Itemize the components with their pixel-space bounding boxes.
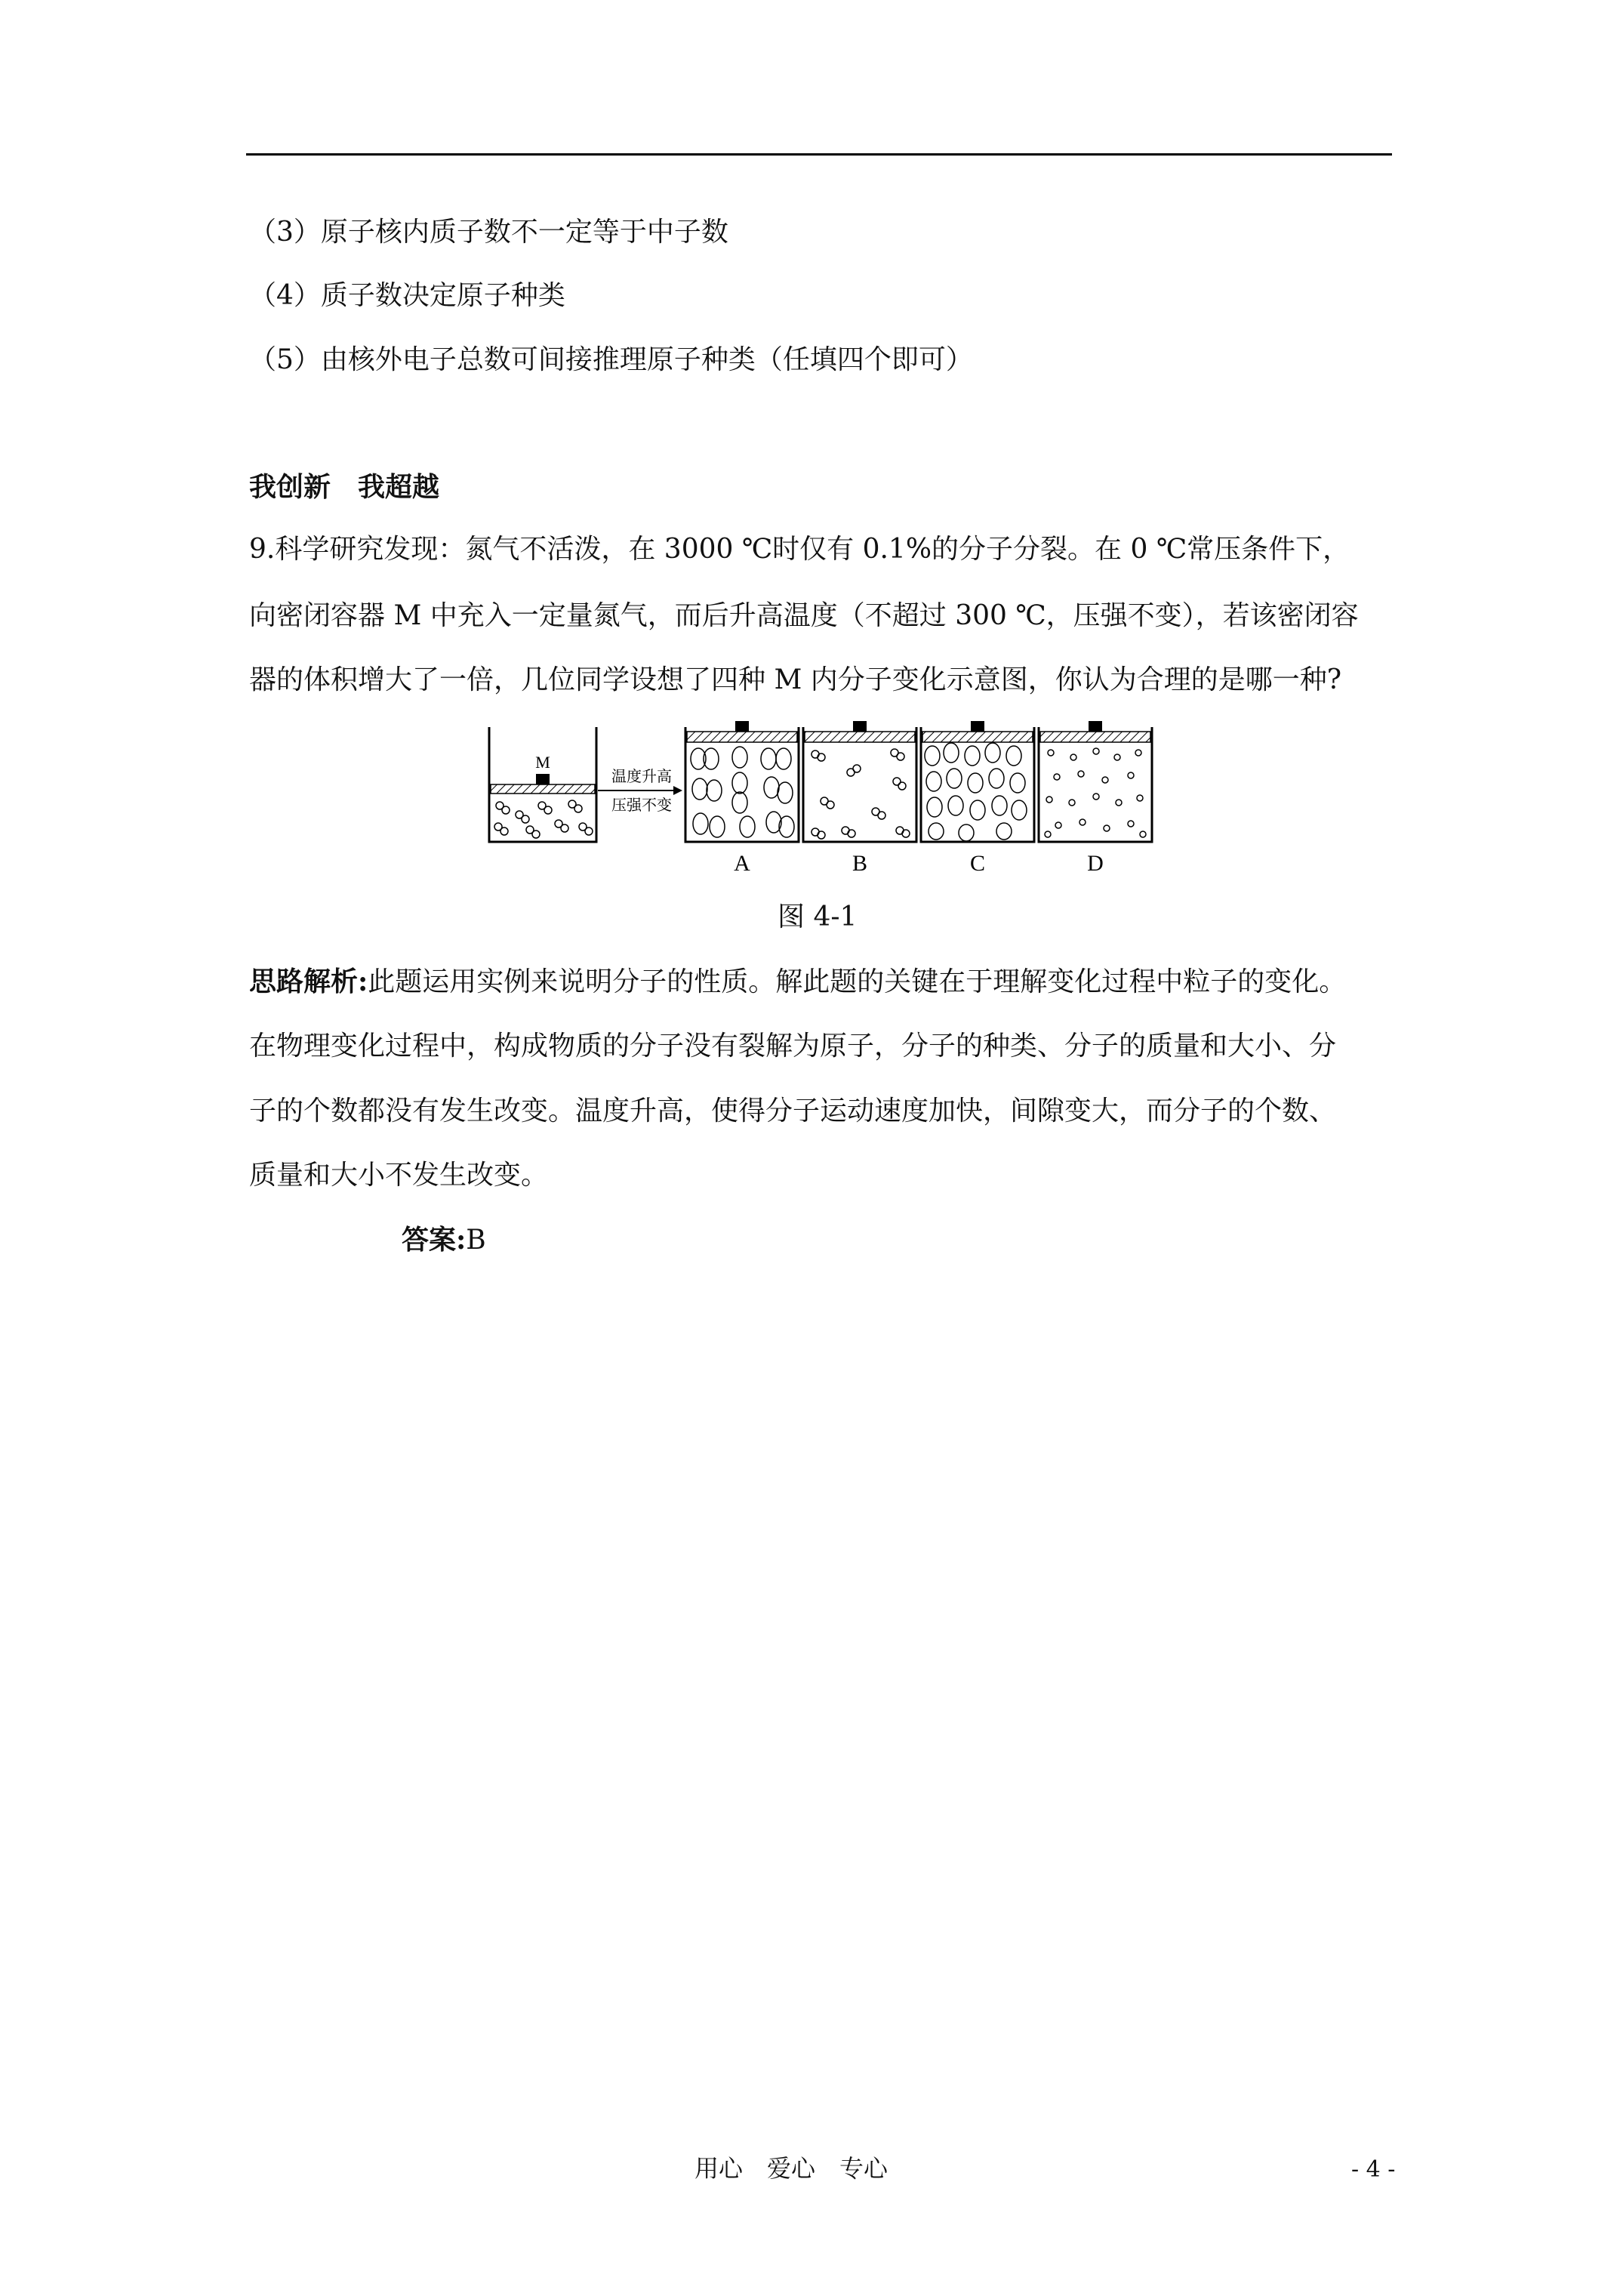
option-label: A [734,851,750,876]
option-b-diagram [803,721,916,876]
answer-label: 答案: [402,1224,467,1256]
weight-block [536,774,550,784]
option-label: B [852,851,868,876]
analysis-line: 子的个数都没有发生改变。温度升高，使得分子运动速度加快，间隙变大，而分子的个数、 [249,1096,1337,1126]
condition-label: 温度升高 [611,769,672,785]
page-number: - 4 - [1351,2156,1396,2183]
header-rule [246,153,1392,156]
question-line: 器的体积增大了一倍，几位同学设想了四种 M 内分子变化示意图，你认为合理的是哪一种? [249,664,1342,695]
footer-motto: 用心 爱心 专心 [694,2154,888,2183]
answer-value: B [466,1225,486,1256]
question-line: 向密闭容器 M 中充入一定量氮气，而后升高温度（不超过 300 ℃，压强不变），若该密闭容 [249,600,1359,631]
arrow-condition [598,768,682,814]
container-initial [489,727,596,842]
section-heading: 我创新 我超越 [249,471,440,503]
container-label: M [535,753,550,772]
molecule-diagram [483,721,1193,883]
list-item: （3）原子核内质子数不一定等于中子数 [249,217,728,248]
analysis-text: 此题运用实例来说明分子的性质。解此题的关键在于理解变化过程中粒子的变化。 [368,966,1347,997]
option-label: C [969,851,986,876]
analysis-line: 在物理变化过程中，构成物质的分子没有裂解为原子，分子的种类、分子的质量和大小、分 [249,1031,1337,1062]
condition-label: 压强不变 [611,797,672,814]
figure-caption: 图 4-1 [778,901,858,932]
analysis-line [249,963,1346,1001]
list-item: （5）由核外电子总数可间接推理原子种类（任填四个即可） [249,344,973,375]
question-line: 9.科学研究发现：氮气不活泼，在 3000 ℃时仅有 0.1%的分子分裂。在 0 ℃常压条件下， [249,534,1350,565]
option-label: D [1087,851,1104,876]
list-item: （4）质子数决定原子种类 [249,280,565,311]
analysis-line: 质量和大小不发生改变。 [249,1160,549,1191]
option-a-diagram [685,721,799,876]
answer-line [402,1221,486,1259]
analysis-label: 思路解析: [249,966,368,997]
option-c-diagram [921,721,1034,876]
option-d-diagram [1039,721,1152,876]
